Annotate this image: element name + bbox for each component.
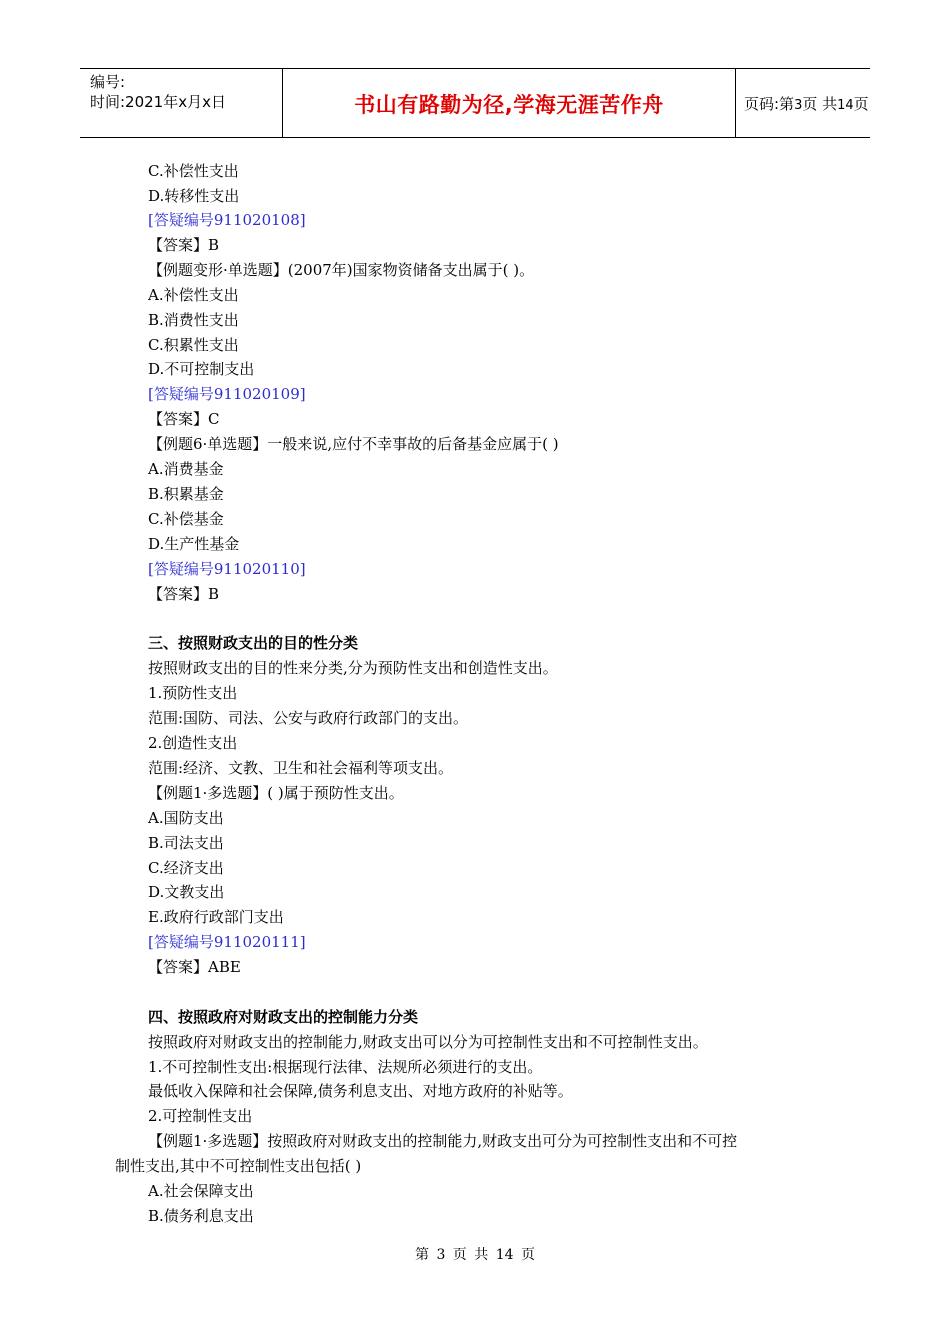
- option-line: D.不可控制支出: [148, 360, 255, 378]
- paragraph-line: 2.创造性支出: [148, 734, 238, 752]
- answer-line: 【答案】B: [148, 236, 220, 254]
- paragraph-line: 最低收入保障和社会保障,债务利息支出、对地方政府的补贴等。: [148, 1082, 573, 1100]
- question-line: 【例题1·多选题】( )属于预防性支出。: [148, 784, 404, 802]
- page-total: 14: [837, 98, 854, 113]
- option-line: A.社会保障支出: [148, 1182, 254, 1200]
- option-line: D.转移性支出: [148, 187, 240, 205]
- page-header: [80, 68, 870, 138]
- query-id-link[interactable]: [答疑编号911020108]: [148, 211, 306, 229]
- query-id-link[interactable]: [答疑编号911020109]: [148, 385, 306, 403]
- doc-number-label: 编号:: [90, 73, 126, 91]
- option-line: B.司法支出: [148, 834, 224, 852]
- option-line: A.国防支出: [148, 809, 224, 827]
- option-line: A.消费基金: [148, 460, 224, 478]
- question-line-continued: 制性支出,其中不可控制性支出包括( ): [115, 1157, 362, 1175]
- paragraph-line: 范围:国防、司法、公安与政府行政部门的支出。: [148, 709, 469, 727]
- paragraph-line: 按照政府对财政支出的控制能力,财政支出可以分为可控制性支出和不可控制性支出。: [148, 1033, 708, 1051]
- answer-line: 【答案】ABE: [148, 958, 241, 976]
- answer-line: 【答案】C: [148, 410, 220, 428]
- header-page-cell: [735, 69, 870, 137]
- query-id-link[interactable]: [答疑编号911020111]: [148, 933, 306, 951]
- option-line: B.消费性支出: [148, 311, 239, 329]
- option-line: B.积累基金: [148, 485, 224, 503]
- option-line: B.债务利息支出: [148, 1207, 254, 1225]
- option-line: A.补偿性支出: [148, 286, 239, 304]
- option-line: D.生产性基金: [148, 535, 240, 553]
- page-footer: 第 3 页 共 14 页: [415, 1247, 535, 1263]
- answer-line: 【答案】B: [148, 585, 220, 603]
- option-line: C.经济支出: [148, 859, 224, 877]
- page-end-label: 页: [853, 95, 869, 113]
- query-id-link[interactable]: [答疑编号911020110]: [148, 560, 306, 578]
- option-line: C.补偿性支出: [148, 162, 239, 180]
- question-line: 【例题6·单选题】一般来说,应付不幸事故的后备基金应属于( ): [148, 435, 559, 453]
- paragraph-line: 按照财政支出的目的性来分类,分为预防性支出和创造性支出。: [148, 659, 558, 677]
- question-line: 【例题变形·单选题】(2007年)国家物资储备支出属于( )。: [148, 261, 535, 279]
- header-meta-cell: [80, 69, 282, 137]
- paragraph-line: 1.不可控制性支出:根据现行法律、法规所必须进行的支出。: [148, 1058, 543, 1076]
- section-heading: 三、按照财政支出的目的性分类: [148, 634, 359, 652]
- question-line: 【例题1·多选题】按照政府对财政支出的控制能力,财政支出可分为可控制性支出和不可控: [148, 1132, 738, 1150]
- page-current: 3: [794, 98, 803, 113]
- paragraph-line: 2.可控制性支出: [148, 1107, 253, 1125]
- paragraph-line: 范围:经济、文教、卫生和社会福利等项支出。: [148, 759, 454, 777]
- header-motto-cell: [282, 69, 736, 137]
- option-line: E.政府行政部门支出: [148, 908, 284, 926]
- page-indicator: [744, 93, 869, 114]
- page-mid-label: 页 共: [802, 95, 838, 113]
- paragraph-line: 1.预防性支出: [148, 684, 238, 702]
- doc-time-label: 时间:2021年x月x日: [90, 93, 226, 111]
- page-label: 页码:第: [744, 95, 795, 113]
- option-line: C.积累性支出: [148, 336, 239, 354]
- motto-text: 书山有路勤为径,学海无涯苦作舟: [354, 93, 664, 117]
- section-heading: 四、按照政府对财政支出的控制能力分类: [148, 1008, 419, 1026]
- option-line: D.文教支出: [148, 883, 225, 901]
- option-line: C.补偿基金: [148, 510, 224, 528]
